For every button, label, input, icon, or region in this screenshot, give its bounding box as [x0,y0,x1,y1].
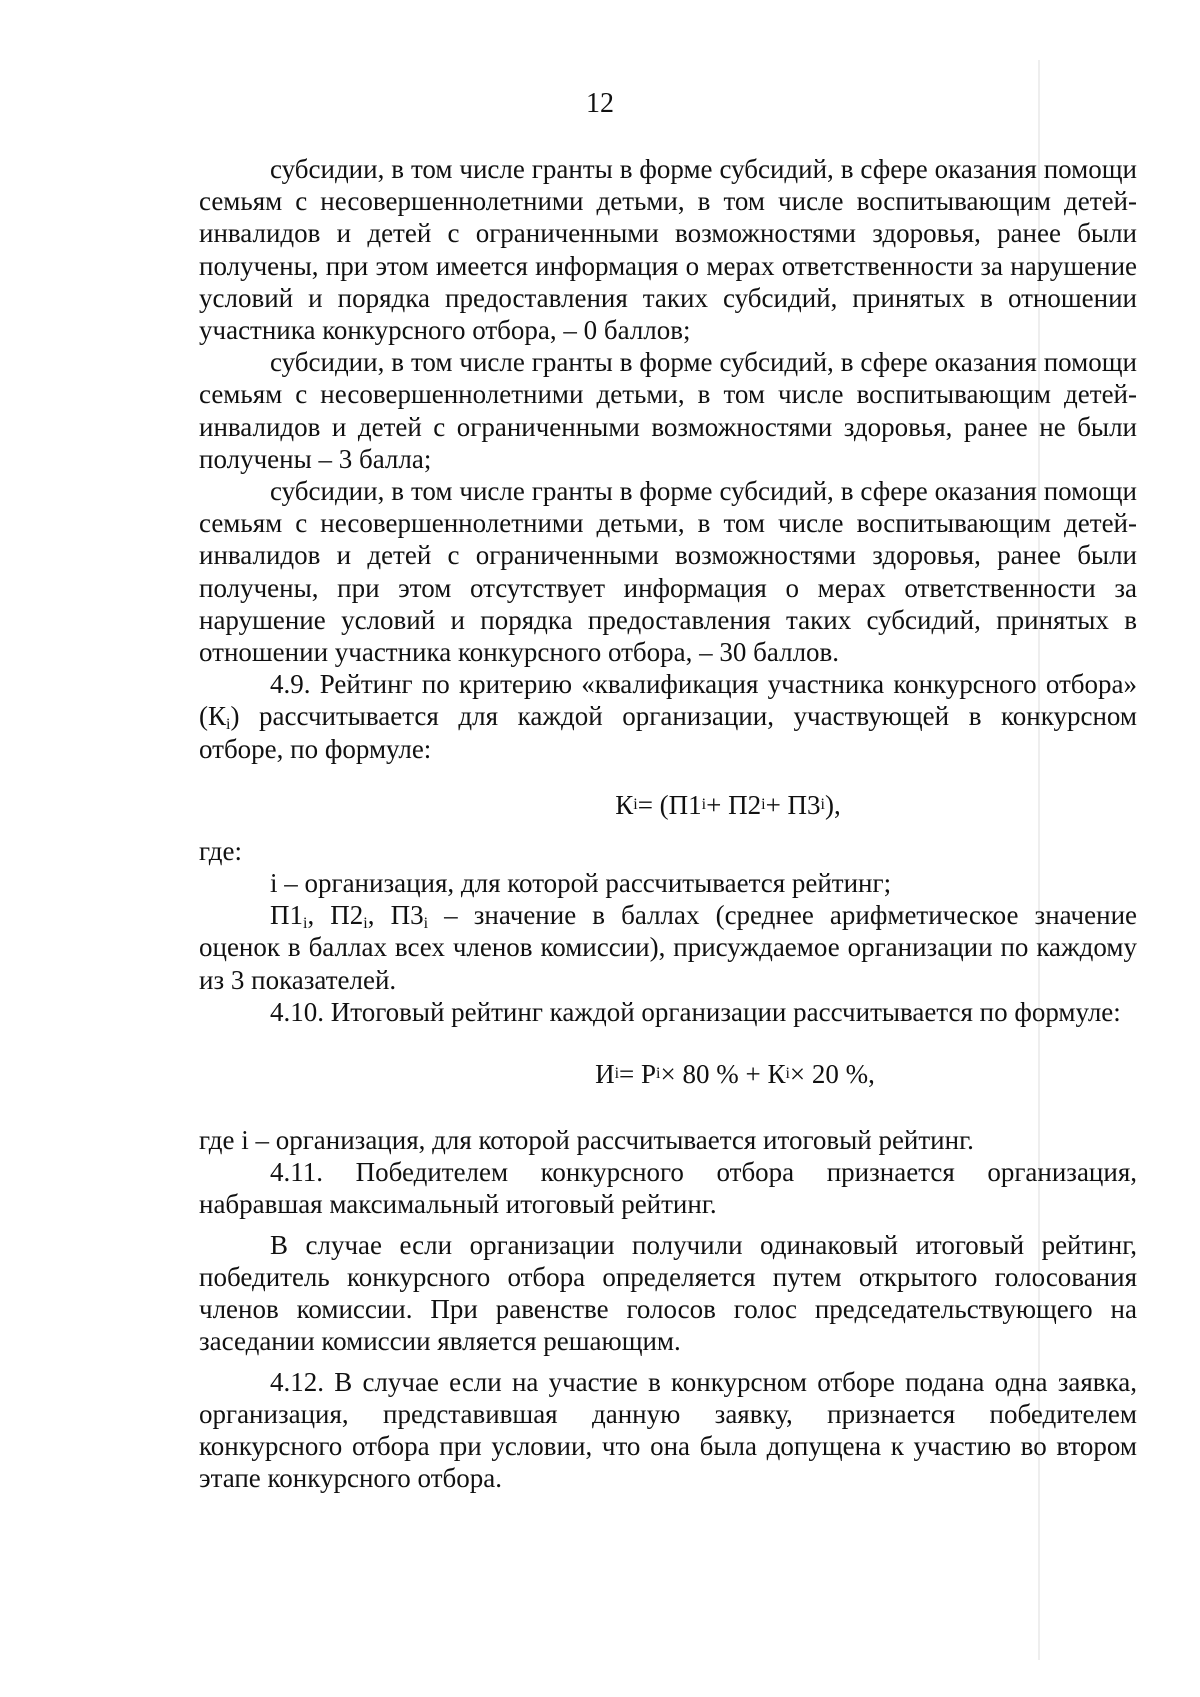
formula-term: × 20 %, [789,1058,875,1089]
formula-term: × 80 % + К [660,1058,786,1089]
paragraph-4-10-final-rating: 4.10. Итоговый рейтинг каждой организации рассчитывается по формуле: [270,996,1121,1027]
text-fragment: П1 [270,900,303,931]
formula-term: + П2 [706,789,762,820]
formula-term: И [595,1058,615,1089]
text-fragment: , П3 [367,900,424,931]
formula-term: = Р [619,1058,657,1089]
paragraph-tie-vote: В случае если организации получили одинаковый итоговый рейтинг, победитель конкурсного отбора определяется путем открытого голосования членов комиссии. При равенстве голосов голос председательствующего на заседании комиссии является решающим. [199,1229,1137,1357]
formula-qualification-rating: К i = (П1 i + П2 i + П3 i ), [615,789,841,820]
text-fragment: 4.9. Рейтинг по критерию «квалификация участника конкурсного отбора» (К [199,669,1137,732]
paragraph-subsidies-0-points: субсидии, в том числе гранты в форме субсидий, в сфере оказания помощи семьям с несовершеннолетними детьми, в том числе воспитывающим детей-инвалидов и детей с ограниченными возможностями здоровья, ранее были получены, при этом имеется информация о мерах ответственности за нарушение условий и порядка предоставления таких субсидий, принятых в отношении участника конкурсного отбора, – 0 баллов; [199,154,1137,346]
text-fragment: – значение в баллах (среднее арифметическое значение оценок в баллах всех членов комиссии), присуждаемое организации по каждому из 3 показателей. [199,900,1138,995]
paragraph-final-i-definition: где i – организация, для которой рассчитывается итоговый рейтинг. [199,1125,974,1156]
formula-term: = (П1 [637,789,702,820]
paragraph-indicators-definition [199,899,1137,996]
paragraph-4-11-winner: 4.11. Победителем конкурсного отбора признается организация, набравшая максимальный итоговый рейтинг. [199,1157,1137,1220]
document-body [199,153,1137,1494]
formula-final-rating: И i = Р i × 80 % + К i × 20 %, [595,1058,875,1089]
paragraph-4-9-qualification-rating [199,668,1137,765]
subscript: i [226,716,231,734]
formula-term: + П3 [765,789,821,820]
subscript: i [423,915,429,933]
text-fragment: ) рассчитывается для каждой организации, участвующей в конкурсном отборе, по формуле: [199,701,1137,764]
subscript: i [363,915,368,933]
paragraph-4-12-single-application: 4.12. В случае если на участие в конкурсном отборе подана одна заявка, организация, представившая данную заявку, признается победителем конкурсного отбора при условии, что она была допущена к участию во втором этапе конкурсного отбора. [199,1366,1137,1494]
page-number: 12 [586,88,614,119]
formula-term: ), [825,789,841,820]
text-fragment: , П2 [307,900,364,931]
subscript: i [303,915,308,933]
where-label: где: [199,835,242,866]
formula-term: К [615,789,634,820]
paragraph-subsidies-30-points: субсидии, в том числе гранты в форме субсидий, в сфере оказания помощи семьям с несовершеннолетними детьми, в том числе воспитывающим детей-инвалидов и детей с ограниченными возможностями здоровья, ранее были получены, при этом отсутствует информация о мерах ответственности за нарушение условий и порядка предоставления таких субсидий, принятых в отношении участника конкурсного отбора, – 30 баллов. [199,476,1137,668]
paragraph-subsidies-3-points: субсидии, в том числе гранты в форме субсидий, в сфере оказания помощи семьям с несовершеннолетними детьми, в том числе воспитывающим детей-инвалидов и детей с ограниченными возможностями здоровья, ранее не были получены – 3 балла; [199,347,1137,474]
paragraph-i-definition: i – организация, для которой рассчитывается рейтинг; [270,868,892,899]
